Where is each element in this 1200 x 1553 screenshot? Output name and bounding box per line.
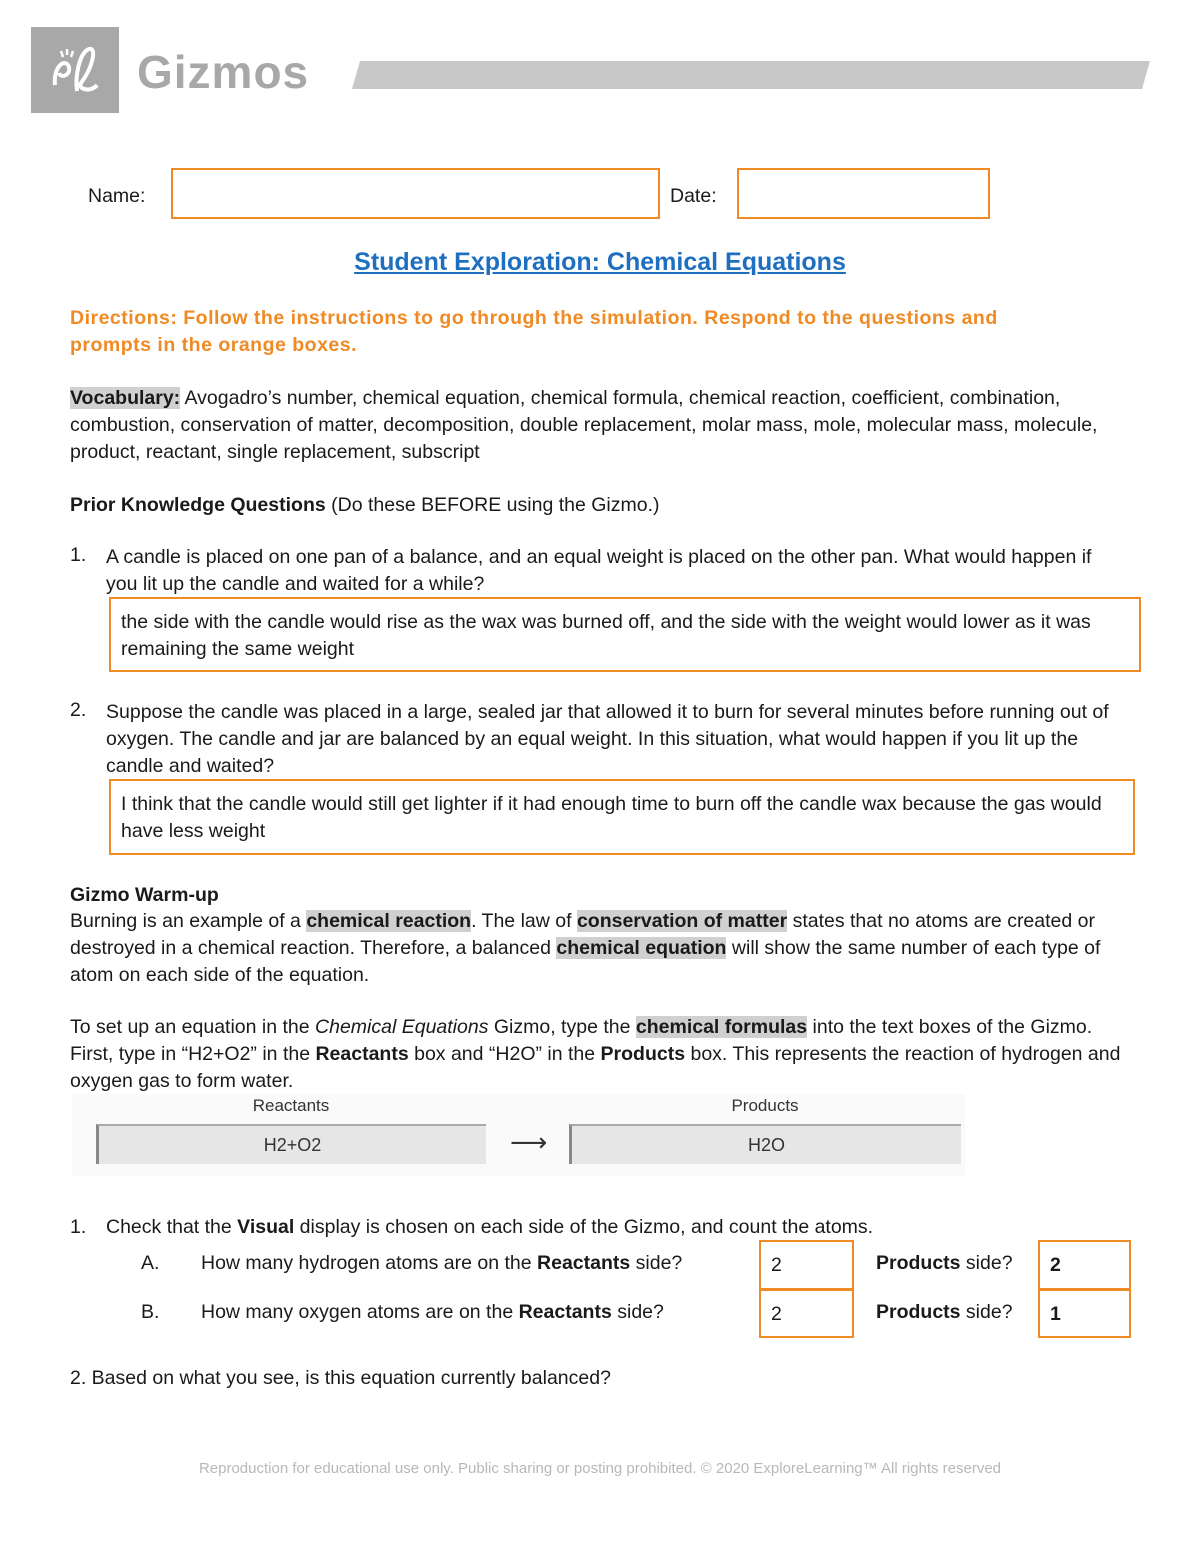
gizmo-name: Chemical Equations	[315, 1016, 489, 1038]
answer-box-1[interactable]: the side with the candle would rise as the wax was burned off, and the side with the weight would lower as it was remaining the same weight	[109, 597, 1141, 672]
bold-term: Visual	[237, 1216, 295, 1238]
text-run: Gizmo, type the	[488, 1016, 636, 1038]
bold-term: Reactants	[518, 1301, 612, 1323]
text-run: will show the same number of each type of atom on each side of the equation.	[70, 937, 1101, 986]
products-question	[876, 1252, 1013, 1275]
products-label: Products	[731, 1096, 799, 1115]
bold-term: Products	[876, 1301, 961, 1323]
text-run: How many hydrogen atoms are on the	[201, 1252, 538, 1274]
footer-copyright: Reproduction for educational use only. Public sharing or posting prohibited. © 2020 ExploreLearning™ All rights reserved	[198, 1460, 1002, 1477]
logo-badge	[31, 27, 119, 113]
date-label: Date:	[670, 185, 717, 207]
text-run: . The law of	[471, 910, 577, 932]
gizmo-equation-figure	[72, 1094, 965, 1176]
prior-knowledge-title: Prior Knowledge Questions	[70, 494, 326, 516]
name-field[interactable]	[171, 168, 660, 219]
products-question	[876, 1301, 1013, 1324]
row-letter: A.	[141, 1252, 160, 1274]
atom-count-row-hydrogen	[0, 1240, 1200, 1289]
name-label: Name:	[88, 185, 146, 207]
question-number: 2.	[70, 699, 87, 721]
header-bar	[352, 61, 1150, 89]
row-letter: B.	[141, 1301, 160, 1323]
question-text: Suppose the candle was placed in a large, sealed jar that allowed it to burn for several minutes before running out of oxygen. The candle and jar are balanced by an equal weight. In this situation, what would happen if you lit up the candle and waited?	[106, 701, 1109, 777]
prior-knowledge-note: (Do these BEFORE using the Gizmo.)	[325, 494, 660, 516]
page-title: Student Exploration: Chemical Equations	[354, 248, 846, 276]
prior-knowledge-heading	[70, 492, 1140, 519]
vocabulary-text: Avogadro’s number, chemical equation, chemical formula, chemical reaction, coefficient, combination, combustion, conservation of matter, decomposition, double replacement, molar mass, mole, molecular mass, molecule, product, reactant, single replacement, subscript	[70, 387, 1098, 463]
text-run: box and “H2O” in the	[408, 1043, 601, 1065]
text-run: How many oxygen atoms are on the	[201, 1301, 519, 1323]
reactants-input[interactable]: H2+O2	[96, 1124, 486, 1164]
oxygen-products-answer[interactable]: 1	[1038, 1289, 1131, 1338]
question-number: 1.	[70, 1216, 87, 1238]
row-question	[201, 1301, 664, 1324]
text-run: Check that the	[106, 1216, 238, 1238]
warmup-paragraph-1	[70, 908, 1130, 989]
brand-name: Gizmos	[137, 46, 310, 98]
products-input[interactable]: H2O	[569, 1124, 961, 1164]
text-run: To set up an equation in the	[70, 1016, 316, 1038]
text-run: side?	[630, 1252, 683, 1274]
warmup-heading: Gizmo Warm-up	[70, 884, 219, 906]
warmup-paragraph-2	[70, 1014, 1135, 1095]
row-question	[201, 1252, 682, 1275]
bold-term: Reactants	[315, 1043, 409, 1065]
question-number: 1.	[70, 544, 87, 566]
bold-term: Products	[600, 1043, 686, 1065]
date-field[interactable]	[737, 168, 990, 219]
text-run: box. This represents the reaction of hydrogen and oxygen gas to form water.	[70, 1043, 1121, 1092]
vocabulary-paragraph	[70, 385, 1140, 466]
question-text: A candle is placed on one pan of a balance, and an equal weight is placed on the other pan. What would happen if you lit up the candle and waited for a while?	[106, 546, 1092, 595]
atom-count-row-oxygen	[0, 1289, 1200, 1338]
vocab-term: conservation of matter	[576, 910, 788, 932]
bold-term: Reactants	[537, 1252, 631, 1274]
text-run: states that no atoms are created or destroyed in a chemical reaction. Therefore, a balanced	[70, 910, 1095, 959]
directions: Directions: Follow the instructions to go through the simulation. Respond to the questions and prompts in the orange boxes.	[70, 307, 998, 356]
text-run: display is chosen on each side of the Gizmo, and count the atoms.	[294, 1216, 874, 1238]
arrow-right-icon: ⟶	[510, 1127, 548, 1157]
vocab-term: chemical reaction	[306, 910, 472, 932]
question-text	[106, 1214, 1156, 1241]
explorelearning-logo-icon	[31, 27, 119, 113]
text-run: side?	[960, 1252, 1013, 1274]
text-run: Burning is an example of a	[70, 910, 307, 932]
warmup-question-2: 2. Based on what you see, is this equation currently balanced?	[70, 1367, 611, 1389]
text-run: side?	[611, 1301, 664, 1323]
vocab-term: chemical equation	[556, 937, 727, 959]
text-run: into the text boxes of the Gizmo. First, type in “H2+O2” in the	[70, 1016, 1093, 1065]
hydrogen-reactants-answer[interactable]: 2	[759, 1240, 854, 1290]
reactants-label: Reactants	[252, 1096, 330, 1115]
bold-term: Products	[876, 1252, 961, 1274]
hydrogen-products-answer[interactable]: 2	[1038, 1240, 1131, 1290]
answer-box-2[interactable]: I think that the candle would still get lighter if it had enough time to burn off the candle wax because the gas would have less weight	[109, 779, 1135, 855]
oxygen-reactants-answer[interactable]: 2	[759, 1289, 854, 1338]
text-run: side?	[960, 1301, 1013, 1323]
vocab-term: chemical formulas	[635, 1016, 808, 1038]
vocabulary-label: Vocabulary:	[70, 387, 181, 409]
